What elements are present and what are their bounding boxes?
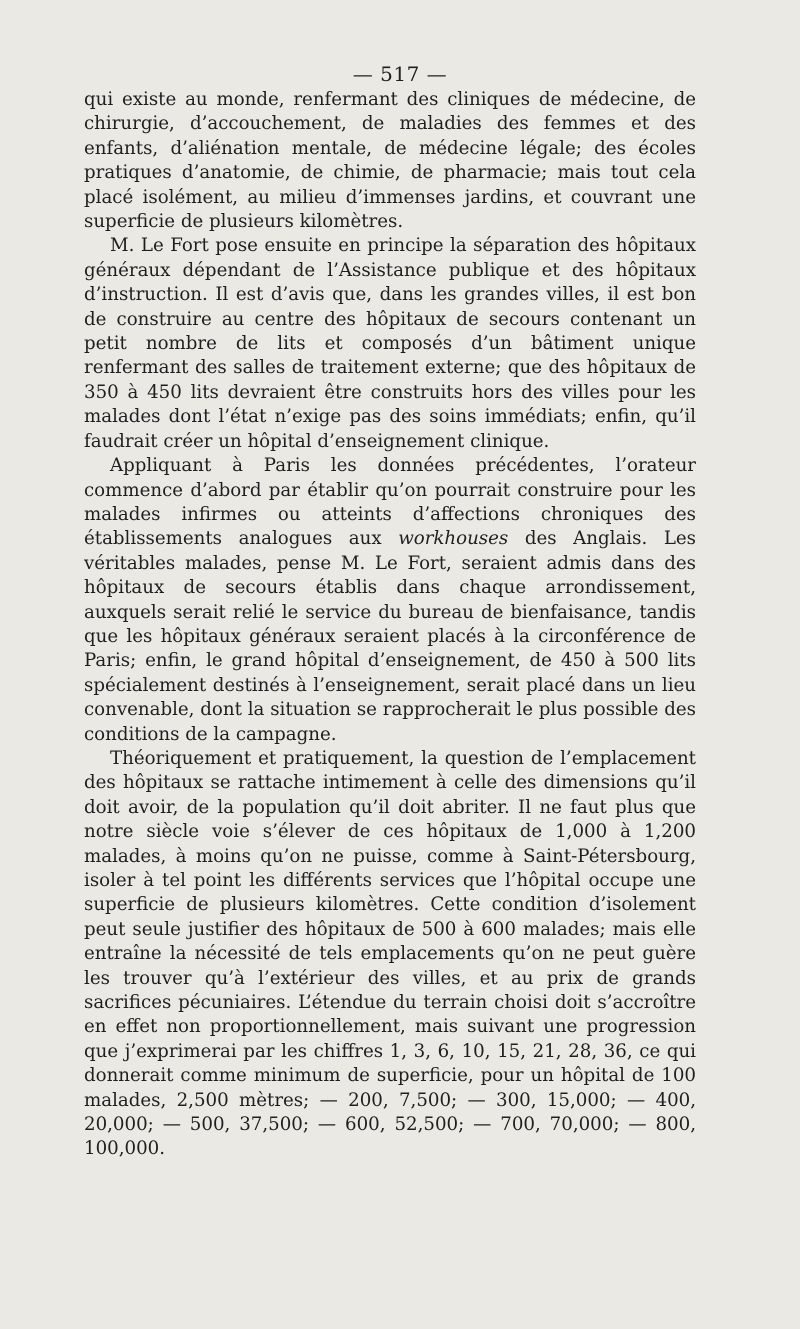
paragraph-4 xyxy=(84,747,696,1162)
paragraph-3-text-a: Appliquant à Paris les données précédentes, l’orateur commence d’abord par établir qu’on pourrait construire pour les malades infirmes ou atteints d’affections chroniques des établissements analogues aux xyxy=(84,455,696,550)
italic-workhouses: workhouses xyxy=(398,528,509,550)
paragraph-2 xyxy=(84,234,696,454)
paragraph-1-text: qui existe au monde, renfermant des cliniques de médecine, de chirurgie, d’accouchement, de maladies des femmes et des enfants, d’aliénation mentale, de médecine légale; des écoles pratiques d’anatomie, de chimie, de pharmacie; mais tout cela placé isolément, au milieu d’immenses jardins, et couvrant une superficie de plusieurs kilomètres. xyxy=(84,89,696,233)
paragraph-3-text-b: des Anglais. Les véritables malades, pense M. Le Fort, seraient admis dans des hôpitaux de secours établis dans chaque arrondissement, auxquels serait relié le service du bureau de bienfaisance, tandis que les hôpitaux généraux seraient placés à la circonférence de Paris; enfin, le grand hôpital d’enseignement, de 450 à 500 lits spécialement destinés à l’enseignement, serait placé dans un lieu convenable, dont la situation se rapprocherait le plus possible des conditions de la campagne. xyxy=(84,528,696,745)
body-text xyxy=(84,88,696,1162)
paragraph-1 xyxy=(84,88,696,234)
page-number: — 517 — xyxy=(352,62,448,86)
paragraph-2-text: M. Le Fort pose ensuite en principe la séparation des hôpitaux généraux dépendant de l’Assistance publique et des hôpitaux d’instruction. Il est d’avis que, dans les grandes villes, il est bon de construire au centre des hôpitaux de secours contenant un petit nombre de lits et composés d’un bâtiment unique renfermant des salles de traitement externe; que des hôpitaux de 350 à 450 lits devraient être construits hors des villes pour les malades dont l’état n’exige pas des soins immédiats; enfin, qu’il faudrait créer un hôpital d’enseignement clinique. xyxy=(84,235,696,452)
paragraph-4-text: Théoriquement et pratiquement, la question de l’emplacement des hôpitaux se rattache intimement à celle des dimensions qu’il doit avoir, de la population qu’il doit abriter. Il ne faut plus que notre siècle voie s’élever de ces hôpitaux de 1,000 à 1,200 malades, à moins qu’on ne puisse, comme à Saint-Pétersbourg, isoler à tel point les différents services que l’hôpital occupe une superficie de plusieurs kilomètres. Cette condition d’isolement peut seule justifier des hôpitaux de 500 à 600 malades; mais elle entraîne la nécessité de tels emplacements qu’on ne peut guère les trouver qu’à l’extérieur des villes, et au prix de grands sacrifices pécuniaires. L’étendue du terrain choisi doit s’accroître en effet non proportionnellement, mais suivant une progression que j’exprimerai par les chiffres 1, 3, 6, 10, 15, 21, 28, 36, ce qui donnerait comme minimum de superficie, pour un hôpital de 100 malades, 2,500 mètres; — 200, 7,500; — 300, 15,000; — 400, 20,000; — 500, 37,500; — 600, 52,500; — 700, 70,000; — 800, 100,000. xyxy=(84,747,696,1160)
paragraph-3 xyxy=(84,454,696,747)
